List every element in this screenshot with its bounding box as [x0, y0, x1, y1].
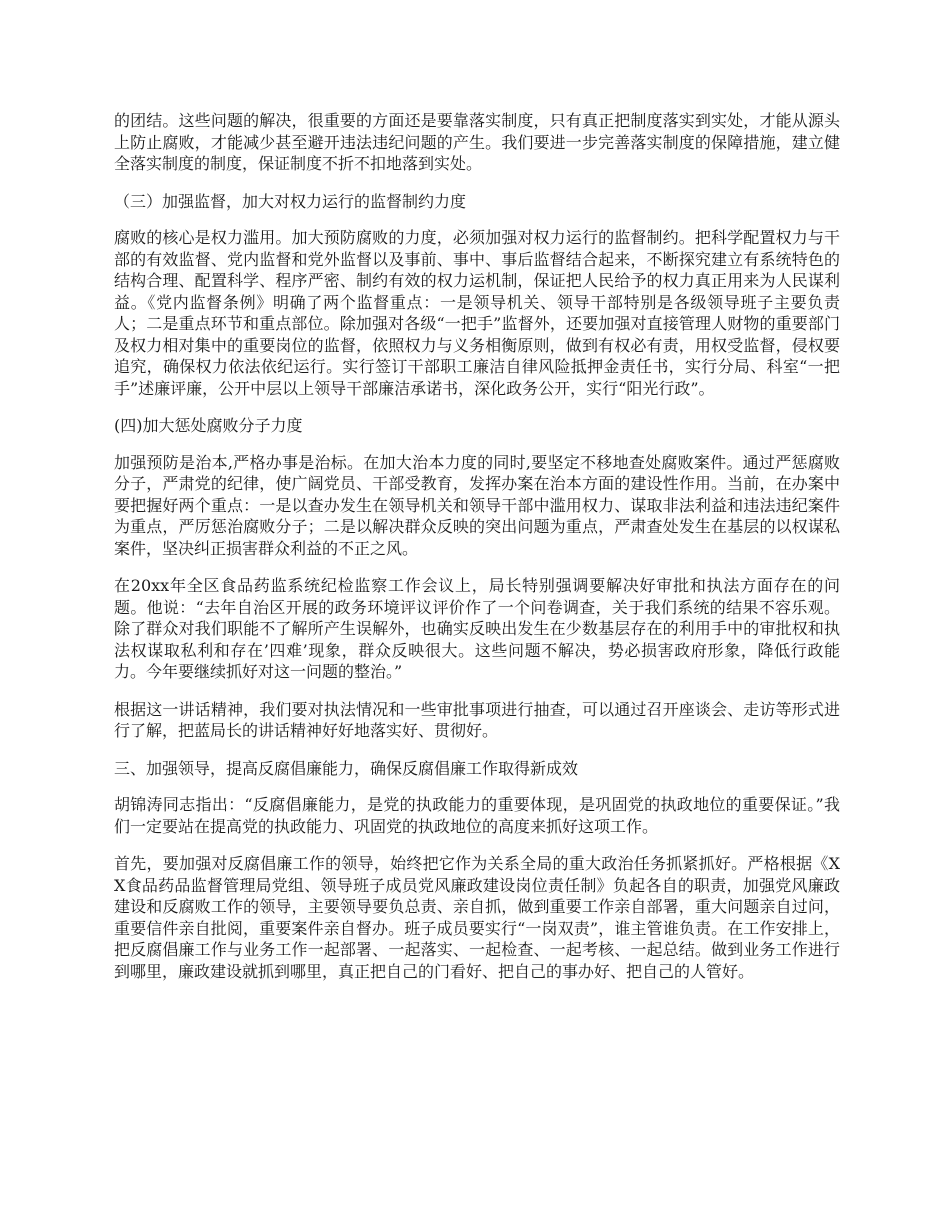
- paragraph-meeting: 在20xx年全区食品药监系统纪检监察工作会议上，局长特别强调要解决好审批和执法方面存在的问题。他说：“去年自治区开展的政务环境评议评价作了一个问卷调查，关于我们系统的结果不容乐观。除了群众对我们职能不了解所产生误解外，也确实反映出发生在少数基层存在的利用手中的审批权和执法权谋取私利和存在’四难’现象，群众反映很大。这些问题不解决，势必损害政府形象，降低行政能力。今年要继续抓好对这一问题的整治。”: [114, 576, 840, 681]
- paragraph-punishment: 加强预防是治本,严格办事是治标。在加大治本力度的同时,要坚定不移地查处腐败案件。通过严惩腐败分子，严肃党的纪律，使广阔党员、干部受教育，发挥办案在治本方面的建设性作用。当前，在办案中要把握好两个重点：一是以查办发生在领导机关和领导干部中滥用权力、谋取非法利益和违法违纪案件为重点，严厉惩治腐败分子；二是以解决群众反映的突出问题为重点，严肃查处发生在基层的以权谋私案件，坚决纠正损害群众利益的不正之风。: [114, 452, 840, 558]
- paragraph-intro: 的团结。这些问题的解决，很重要的方面还是要靠落实制度，只有真正把制度落实到实处，才能从源头上防止腐败，才能减少甚至避开违法违纪问题的产生。我们要进一步完善落实制度的保障措施，建立健全落实制度的制度，保证制度不折不扣地落到实处。: [114, 111, 840, 173]
- section-heading-leadership: 三、加强领导，提高反腐倡廉能力，确保反腐倡廉工作取得新成效: [114, 758, 579, 778]
- section-heading-supervision: （三）加强监督，加大对权力运行的监督制约力度: [114, 191, 467, 211]
- paragraph-first: 首先，要加强对反腐倡廉工作的领导，始终把它作为关系全局的重大政治任务抓紧抓好。严格根据《XX食品药品监督管理局党组、领导班子成员党风廉政建设岗位责任制》负起各自的职责，加强党风廉政建设和反腐败工作的领导，主要领导要负总责、亲自抓，做到重要工作亲自部署，重大问题亲自过问，重要信件亲自批阅，重要案件亲自督办。班子成员要实行“一岗双责”，谁主管谁负责。在工作安排上，把反腐倡廉工作与业务工作一起部署、一起落实、一起检查、一起考核、一起总结。做到业务工作进行到哪里，廉政建设就抓到哪里，真正把自己的门看好、把自己的事办好、把自己的人管好。: [114, 854, 840, 981]
- paragraph-quote: 胡锦涛同志指出：“反腐倡廉能力，是党的执政能力的重要体现，是巩固党的执政地位的重要保证。”我们一定要站在提高党的执政能力、巩固党的执政地位的高度来抓好这项工作。: [114, 795, 840, 836]
- section-heading-punishment: (四)加大惩处腐败分子力度: [114, 416, 303, 435]
- paragraph-spirit: 根据这一讲话精神，我们要对执法情况和一些审批事项进行抽查，可以通过召开座谈会、走访等形式进行了解，把蓝局长的讲话精神好好地落实好、贯彻好。: [114, 699, 840, 740]
- paragraph-supervision: 腐败的核心是权力滥用。加大预防腐败的力度，必须加强对权力运行的监督制约。把科学配置权力与干部的有效监督、党内监督和党外监督以及事前、事中、事后监督结合起来，不断探究建立有系统特色的结构合理、配置科学、程序严密、制约有效的权力运机制，保证把人民给予的权力真正用来为人民谋利益。《党内监督条例》明确了两个监督重点：一是领导机关、领导干部特别是各级领导班子主要负责人；二是重点环节和重点部位。除加强对各级“一把手”监督外，还要加强对直接管理人财物的重要部门及权力相对集中的重要岗位的监督，依照权力与义务相衡原则，做到有权必有责，用权受监督，侵权要追究，确保权力依法依纪运行。实行签订干部职工廉洁自律风险抵押金责任书，实行分局、科室“一把手”述廉评廉，公开中层以上领导干部廉洁承诺书，深化政务公开，实行“阳光行政”。: [114, 228, 840, 398]
- document-body: [114, 110, 840, 998]
